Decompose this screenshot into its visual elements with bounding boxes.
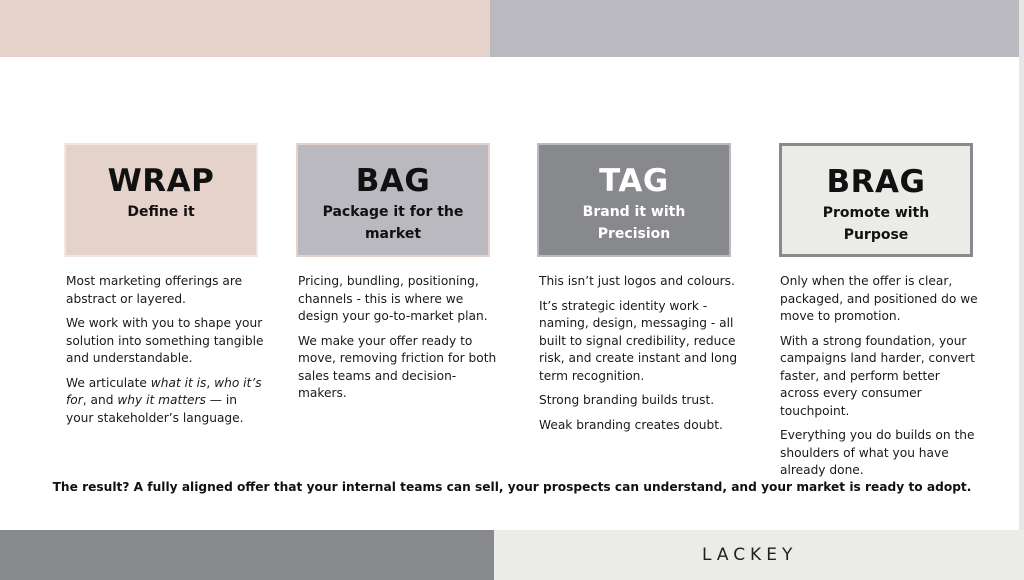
card-brag [779, 143, 973, 257]
emphasis-who: who it’s for [66, 375, 262, 407]
paragraph: With a strong foundation, your campaigns land harder, convert faster, and perform better across every consumer touchpoint. [780, 333, 975, 418]
paragraph: We make your offer ready to move, removing friction for both sales teams and decision-makers. [298, 333, 497, 400]
card-heading: TAG [599, 163, 669, 199]
card-subheading: Package it for the market [322, 204, 464, 242]
text-run: , and [82, 393, 118, 407]
card-heading: BRAG [826, 164, 926, 200]
card-subheading: Brand it with Precision [582, 204, 686, 242]
emphasis-what: what it is [150, 375, 207, 390]
text-run: We articulate [66, 375, 151, 390]
card-wrap [64, 143, 258, 257]
paragraph: We work with you to shape your solution into something tangible and understandable. [66, 316, 264, 365]
card-tag [537, 143, 731, 257]
emphasis-why: why it matters [117, 393, 206, 407]
bag-description [298, 273, 498, 410]
wrap-description [66, 273, 266, 434]
card-subheading: Define it [127, 204, 195, 220]
paragraph: This isn’t just logos and colours. [539, 274, 735, 288]
tag-description [539, 273, 739, 441]
top-band-grey [490, 0, 1024, 57]
bottom-band-grey [0, 530, 494, 580]
paragraph [66, 375, 266, 428]
card-heading: WRAP [107, 163, 215, 199]
paragraph: It’s strategic identity work - naming, design, messaging - all built to signal credibility, reduce risk, and create instant and long term recognition. [539, 298, 738, 383]
paragraph: Weak branding creates doubt. [539, 417, 723, 432]
lackey-logo: LACKEY [702, 545, 798, 565]
card-heading: BAG [355, 163, 431, 199]
paragraph: Strong branding builds trust. [539, 393, 715, 407]
paragraph: Only when the offer is clear, packaged, and positioned do we move to promotion. [780, 274, 978, 323]
card-bag [296, 143, 490, 257]
paragraph: Pricing, bundling, positioning, channels - this is where we design your go-to-market plan. [298, 274, 488, 323]
result-statement: The result? A fully aligned offer that your internal teams can sell, your prospects can understand, and your market is ready to adopt. [52, 480, 972, 494]
paragraph: Everything you do builds on the shoulders of what you have already done. [780, 428, 975, 477]
text-run: — in your stakeholder’s language. [66, 393, 244, 425]
paragraph: Most marketing offerings are abstract or layered. [66, 274, 243, 306]
text-run: , [206, 375, 215, 390]
top-band-blush [0, 0, 490, 57]
brag-description [780, 273, 980, 487]
card-subheading: Promote with Purpose [822, 205, 930, 243]
